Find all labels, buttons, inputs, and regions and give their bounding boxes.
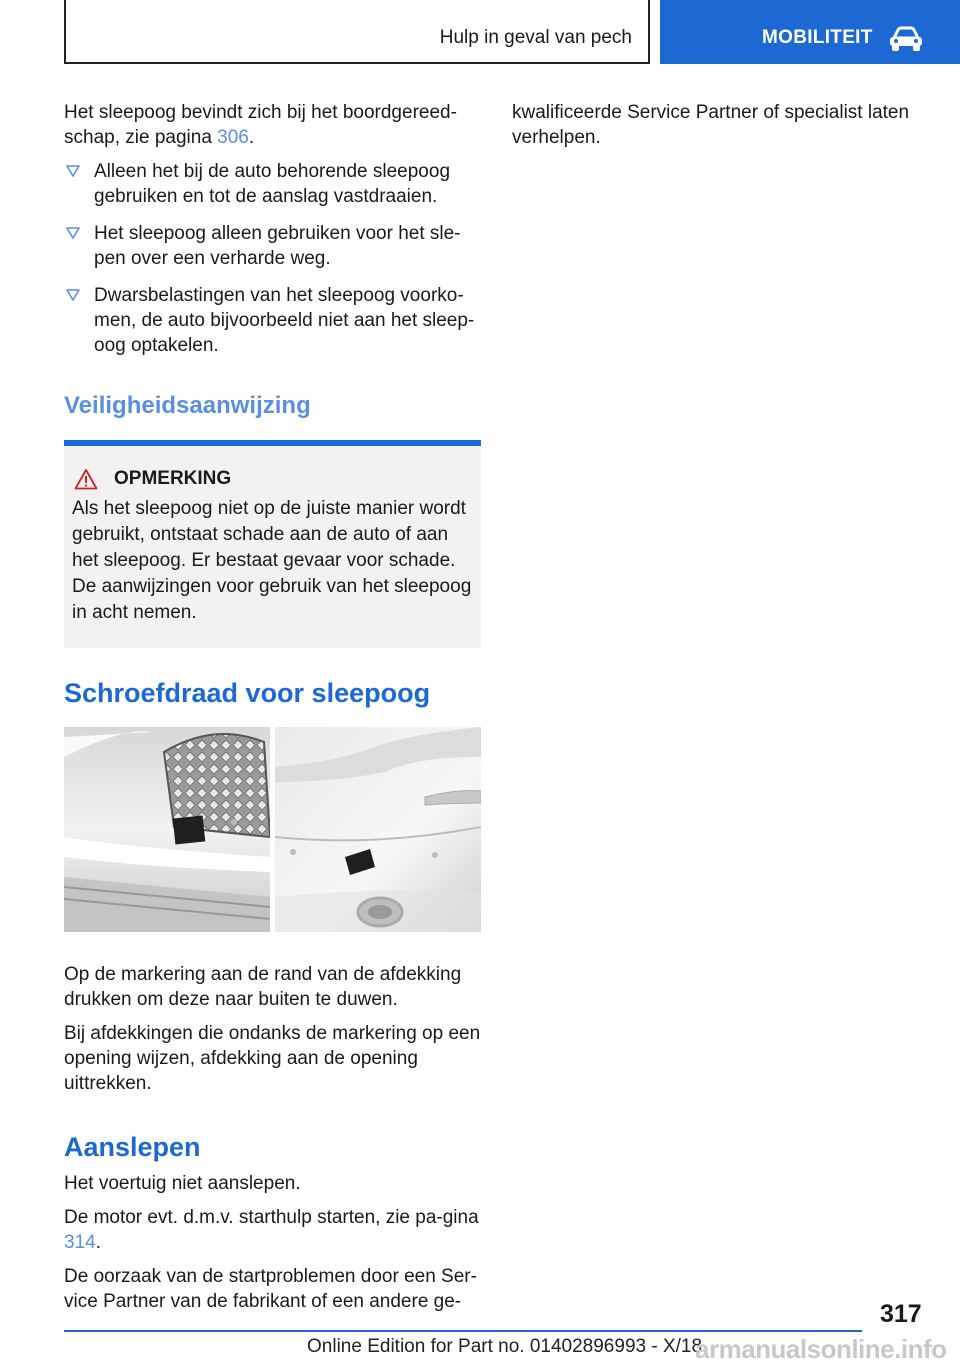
list-item (64, 221, 481, 271)
towing-paragraph-3: De oorzaak van de startproblemen door een Ser-vice Partner van de fabrikant of een andere ge- (64, 1266, 477, 1312)
right-column (512, 100, 929, 159)
instruction-list (64, 159, 481, 358)
chapter-tab[interactable] (660, 0, 960, 64)
list-item-text: Het sleepoog alleen gebruiken voor het sle-pen over een verharde weg. (94, 223, 461, 269)
thread-paragraph-1: Op de markering aan de rand van de afdekking drukken om deze naar buiten te duwen. (64, 964, 462, 1010)
header-section-box (64, 0, 650, 64)
rear-bumper-image (275, 727, 481, 932)
chapter-title: MOBILITEIT (762, 27, 873, 48)
list-item-text: Alleen het bij de auto behorende sleepoog gebruiken en tot de aanslag vastdraaien. (94, 161, 451, 207)
page-number: 317 (880, 1300, 922, 1328)
triangle-bullet-icon (66, 165, 80, 177)
continued-paragraph: kwalificeerde Service Partner of specialist laten verhelpen. (512, 102, 910, 148)
warning-box (64, 440, 481, 648)
list-item-text: Dwarsbelastingen van het sleepoog voorko-men, de auto bijvoorbeeld niet aan het sleep-oog optakelen. (94, 285, 475, 356)
towing-p2-text: De motor evt. d.m.v. starthulp starten, zie pa-gina (64, 1207, 479, 1228)
towing-paragraph-2 (64, 1205, 481, 1255)
safety-heading: Veiligheidsaanwijzing (64, 392, 311, 419)
warning-text: Als het sleepoog niet op de juiste manier wordt gebruikt, ontstaat schade aan de auto of aan het sleepoog. Er bestaat gevaar voor schade. De aanwijzingen voor gebruik van het sleepoog in acht nemen. (72, 498, 472, 623)
thread-paragraph-2: Bij afdekkingen die ondanks de markering op een opening wijzen, afdekking aan de opening uittrekken. (64, 1023, 481, 1094)
intro-paragraph (64, 100, 481, 150)
list-item (64, 283, 481, 358)
left-column (64, 100, 481, 1323)
intro-after: . (248, 127, 255, 148)
towing-paragraph-1: Het voertuig niet aanslepen. (64, 1173, 301, 1194)
warning-label: OPMERKING (114, 468, 232, 489)
list-item (64, 159, 481, 209)
bumper-illustration (64, 727, 481, 932)
triangle-bullet-icon (66, 289, 80, 301)
thread-heading: Schroefdraad voor sleepoog (64, 678, 431, 708)
page-link-306[interactable]: 306 (217, 127, 249, 148)
towing-heading: Aanslepen (64, 1132, 201, 1162)
section-title: Hulp in geval van pech (439, 27, 632, 48)
watermark: armanualsonline.info (695, 1334, 947, 1362)
towing-p2-after: . (95, 1232, 101, 1253)
warning-triangle-icon (74, 468, 98, 490)
footer-divider (64, 1330, 862, 1332)
warning-header (72, 468, 473, 490)
triangle-bullet-icon (66, 227, 80, 239)
car-icon (888, 26, 924, 52)
intro-text: Het sleepoog bevindt zich bij het boordgereed-schap, zie pagina (64, 102, 457, 148)
edition-text: Online Edition for Part no. 01402896993 - X/18 (307, 1336, 703, 1357)
page-link-314[interactable]: 314 (64, 1232, 96, 1253)
front-bumper-image (64, 727, 270, 932)
